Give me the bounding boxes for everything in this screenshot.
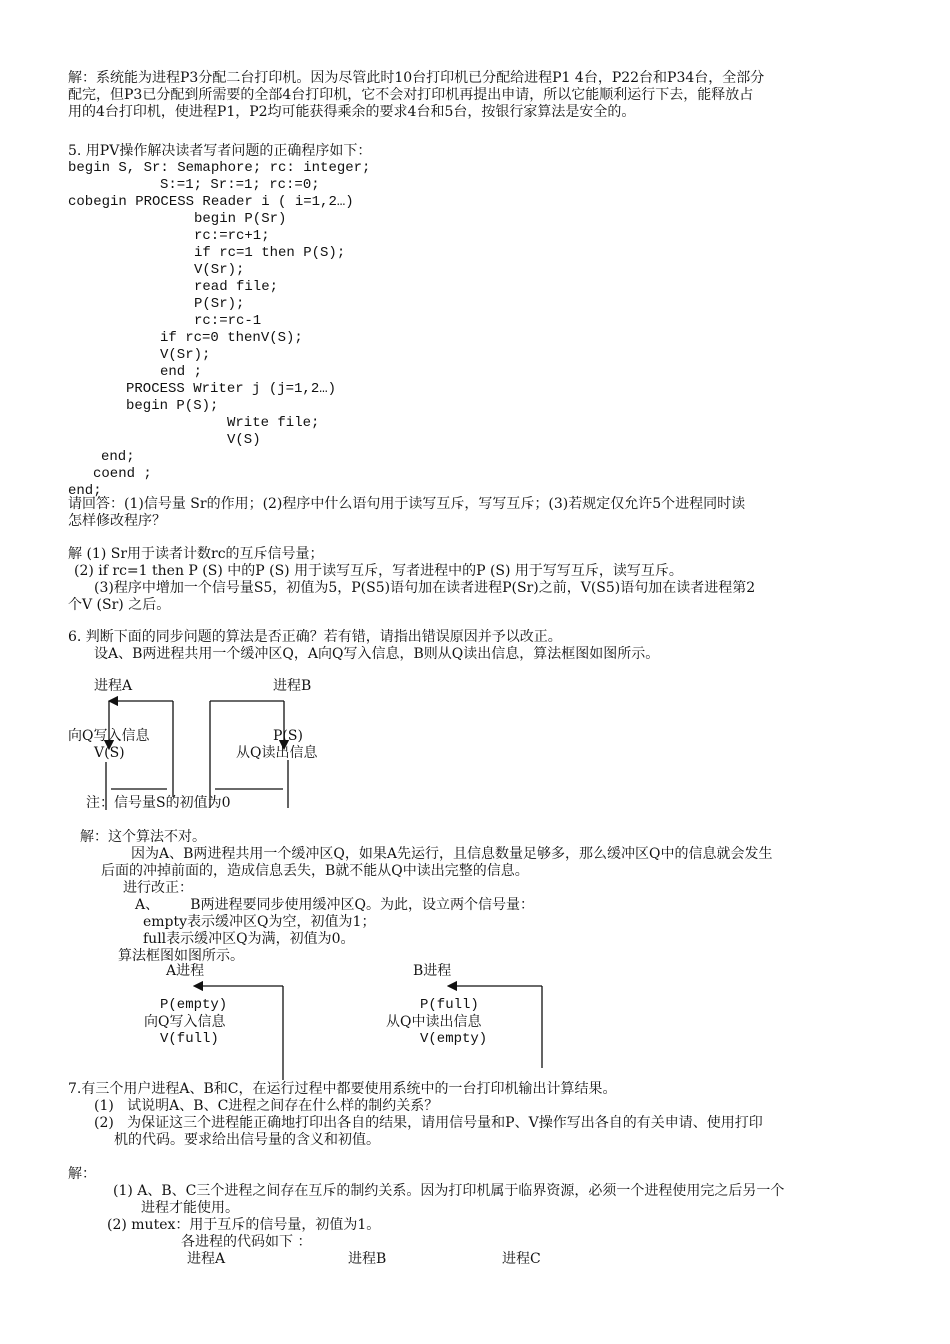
sec6-description: 设A、B两进程共用一个缓冲区Q，A向Q写入信息，B则从Q读出信息，算法框图如图所示。: [94, 646, 660, 662]
fig2-b-process: B进程: [413, 963, 452, 979]
sec5-question-line1: 请回答：(1)信号量 Sr的作用；(2)程序中什么语句用于读写互斥，写写互斥；(3)若规定仅允许5个进程同时读: [68, 496, 746, 512]
sec7-process-a: 进程A: [187, 1251, 226, 1267]
code-line: coend ;: [93, 466, 152, 482]
code-line: end;: [101, 449, 135, 465]
sec5-answer-line1: 解 (1) Sr用于读者计数rc的互斥信号量；: [68, 546, 324, 562]
sec6-answer-line5: A、 B两进程要同步使用缓冲区Q。为此，设立两个信号量：: [135, 897, 535, 913]
sec7-codes-intro: 各进程的代码如下 ：: [181, 1234, 312, 1250]
code-line: V(S): [227, 432, 261, 448]
code-line: S:=1; Sr:=1; rc:=0;: [160, 177, 320, 193]
code-line: if rc=0 thenV(S);: [160, 330, 303, 346]
code-line: if rc=1 then P(S);: [194, 245, 346, 261]
code-line: P(Sr);: [194, 296, 245, 312]
fig1-note: 注：信号量S的初值为0: [86, 795, 231, 811]
sec5-answer-line3: (3)程序中增加一个信号量S5，初值为5，P(S5)语句加在读者进程P(Sr)之前，V(S5)语句加在读者进程第2: [94, 580, 756, 596]
fig1-b-read: 从Q读出信息: [236, 745, 318, 761]
sec4-answer-line2: 配完，但P3已分配到所需要的全部4台打印机，它不会对打印机再提出申请，所以它能顺利运行下去，能释放占: [68, 87, 754, 103]
sec6-answer-line2: 因为A、B两进程共用一个缓冲区Q，如果A先运行，且信息数量足够多，那么缓冲区Q中的信息就会发生: [131, 846, 773, 862]
sec7-answer1-line1: (1) A、B、C三个进程之间存在互斥的制约关系。因为打印机属于临界资源，必须一个进程使用完之后另一个: [113, 1183, 785, 1199]
sec7-answer-label: 解：: [68, 1166, 96, 1182]
sec4-answer-line1: 解：系统能为进程P3分配二台打印机。因为尽管此时10台打印机已分配给进程P1 4台，P22台和P34台，全部分: [68, 70, 765, 86]
sec6-answer-line6: empty表示缓冲区Q为空，初值为1；: [143, 914, 376, 930]
code-line: V(Sr);: [194, 262, 245, 278]
sec5-title: 5. 用PV操作解决读者写者问题的正确程序如下：: [68, 143, 372, 159]
sec5-answer-line4: 个V (Sr) 之后。: [68, 597, 171, 613]
fig2-b-v: V(empty): [420, 1031, 488, 1047]
fig1-a-write: 向Q写入信息: [68, 728, 150, 744]
fig2-b-p: P(full): [420, 997, 479, 1013]
code-line: Write file;: [227, 415, 320, 431]
code-line: rc:=rc-1: [194, 313, 262, 329]
code-line: PROCESS Writer j (j=1,2…): [126, 381, 337, 397]
sec6-answer-line4: 进行改正：: [123, 880, 193, 896]
sec5-answer-line2: (2) if rc=1 then P (S) 中的P (S) 用于读写互斥，写者进程中的P (S) 用于写写互斥，读写互斥。: [74, 563, 683, 579]
sec6-answer-line3: 后面的冲掉前面的，造成信息丢失，B就不能从Q中读出完整的信息。: [101, 863, 529, 879]
sec6-answer-line1: 解：这个算法不对。: [80, 829, 206, 845]
fig1-process-a: 进程A: [94, 678, 133, 694]
fig1-b-p: P(S): [273, 728, 303, 744]
fig2-b-read: 从Q中读出信息: [386, 1014, 482, 1030]
code-line: cobegin PROCESS Reader i ( i=1,2…): [68, 194, 354, 210]
fig2-a-write: 向Q写入信息: [144, 1014, 226, 1030]
sec6-title: 6. 判断下面的同步问题的算法是否正确？若有错，请指出错误原因并予以改正。: [68, 629, 562, 645]
fig2-a-v: V(full): [160, 1031, 219, 1047]
sec7-question2-line2: 机的代码。要求给出信号量的含义和初值。: [114, 1132, 380, 1148]
sec7-answer2: (2) mutex：用于互斥的信号量，初值为1。: [107, 1217, 381, 1233]
sec7-title: 7.有三个用户进程A、B和C，在运行过程中都要使用系统中的一台打印机输出计算结果。: [68, 1081, 617, 1097]
sec4-answer-line3: 用的4台打印机，使进程P1，P2均可能获得乘余的要求4台和5台，按银行家算法是安全的。: [68, 104, 636, 120]
fig2-a-p: P(empty): [160, 997, 228, 1013]
sec6-answer-line7: full表示缓冲区Q为满，初值为0。: [143, 931, 355, 947]
sec7-process-b: 进程B: [348, 1251, 387, 1267]
code-line: begin P(S);: [126, 398, 219, 414]
code-line: begin P(Sr): [194, 211, 287, 227]
sec7-question1: (1) 试说明A、B、C进程之间存在什么样的制约关系？: [94, 1098, 439, 1114]
code-line: rc:=rc+1;: [194, 228, 270, 244]
sec5-question-line2: 怎样修改程序？: [68, 513, 166, 529]
fig2-a-process: A进程: [166, 963, 205, 979]
code-line: begin S, Sr: Semaphore; rc: integer;: [68, 160, 371, 176]
code-line: end;: [68, 483, 102, 499]
sec6-answer-line8: 算法框图如图所示。: [118, 948, 244, 964]
sec7-question2-line1: (2) 为保证这三个进程能正确地打印出各自的结果，请用信号量和P、V操作写出各自的有关申请、使用打印: [94, 1115, 763, 1131]
sec7-process-c: 进程C: [502, 1251, 541, 1267]
code-line: end ;: [160, 364, 203, 380]
code-line: read file;: [194, 279, 279, 295]
fig1-process-b: 进程B: [273, 678, 312, 694]
code-line: V(Sr);: [160, 347, 211, 363]
fig1-a-v: V(S): [94, 745, 125, 761]
sec7-answer1-line2: 进程才能使用。: [141, 1200, 239, 1216]
